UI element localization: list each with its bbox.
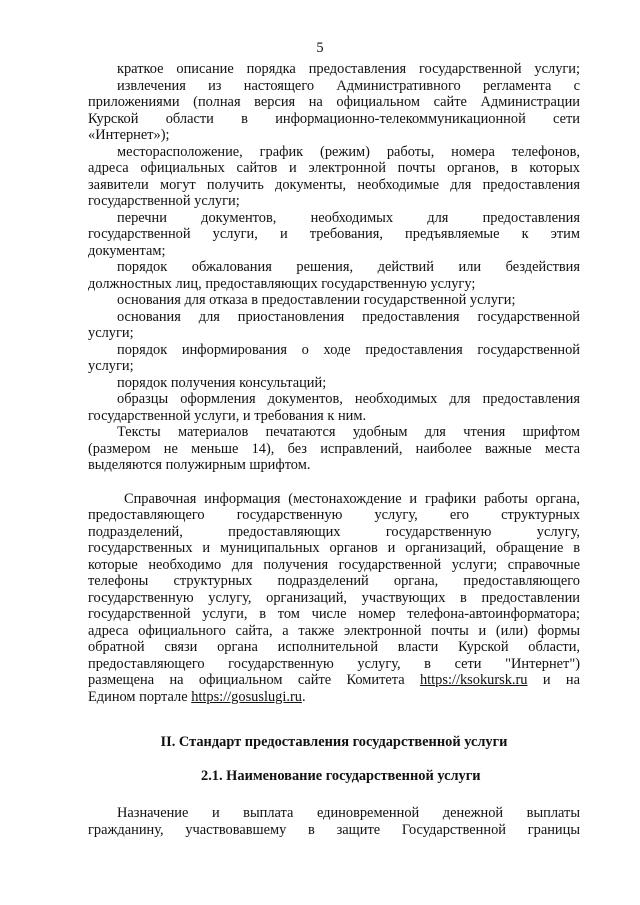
text-line: (размером не меньше 14), без исправлений, наиболее важные места	[88, 440, 580, 457]
text-line: порядок информирования о ходе предоставления государственной	[117, 341, 580, 358]
text-line: государственной услуги, в том числе номер телефона-автоинформатора;	[88, 606, 580, 622]
text-line: должностных лиц, предоставляющих государственную услугу;	[88, 275, 476, 292]
text-line: месторасположение, график (режим) работы, номера телефонов,	[117, 143, 580, 160]
text-line: Справочная информация (местонахождение и графики работы органа,	[124, 490, 580, 507]
text-line: выделяются полужирным шрифтом.	[88, 457, 311, 473]
text-fragment: .	[301, 688, 306, 705]
text-line: Назначение и выплата единовременной денежной выплаты	[117, 805, 580, 821]
text-line: заявители могут получить документы, необходимые для предоставления	[88, 176, 580, 193]
text-line: извлечения из настоящего Административного регламента с	[117, 77, 580, 94]
text-line: краткое описание порядка предоставления государственной услуги;	[117, 61, 580, 77]
ksokursk-link[interactable]: https://ksokursk.ru	[419, 672, 528, 688]
text-line: основания для приостановления предоставления государственной	[117, 308, 580, 325]
text-line	[88, 672, 580, 689]
gosuslugi-link[interactable]: https://gosuslugi.ru	[191, 688, 302, 705]
text-line: предоставляющего государственную услугу, в сети "Интернет")	[88, 655, 580, 672]
text-line: государственных и муниципальных органов и организаций, обращение в	[88, 540, 580, 556]
text-line: государственной услуги, и требования к ним.	[88, 407, 367, 424]
text-fragment: и на	[542, 672, 580, 688]
text-line: Тексты материалов печатаются удобным для чтения шрифтом	[117, 424, 580, 440]
text-line: Курской области в информационно-телекоммуникационной сети	[88, 110, 580, 127]
text-line: предоставляющего государственную услугу, его структурных	[88, 507, 580, 523]
subsection-heading: 2.1. Наименование государственной услуги	[201, 767, 481, 784]
text-line: порядок обжалования решения, действий или бездействия	[117, 259, 580, 275]
text-line: услуги;	[88, 325, 134, 341]
text-line: подразделений, предоставляющих государственную услугу,	[88, 523, 580, 540]
text-line: основания для отказа в предоставлении государственной услуги;	[117, 292, 516, 308]
text-line: обратной связи органа исполнительной власти Курской области,	[88, 639, 580, 655]
text-line: государственной услуги, и требования, предъявляемые к этим	[88, 226, 580, 242]
text-line: телефоны структурных подразделений органа, предоставляющего	[88, 573, 580, 589]
text-line: адреса официальных сайтов и электронной почты органов, в которых	[88, 160, 580, 176]
text-line	[88, 689, 580, 706]
text-line: документам;	[88, 242, 166, 259]
text-line: государственную услугу, организаций, участвующих в предоставлении	[88, 589, 580, 606]
page-number: 5	[316, 40, 324, 56]
text-line: образцы оформления документов, необходимых для предоставления	[117, 391, 580, 407]
text-fragment: Едином портале	[88, 688, 188, 705]
text-line: адреса официального сайта, а также электронной почты и (или) формы	[88, 622, 580, 639]
text-line: порядок получения консультаций;	[117, 374, 327, 391]
text-line: которые необходимо для получения государственной услуги; справочные	[88, 556, 580, 573]
text-line: гражданину, участвовавшему в защите Государственной границы	[88, 821, 580, 838]
text-line: «Интернет»);	[88, 127, 170, 143]
text-line: перечни документов, необходимых для предоставления	[117, 209, 580, 226]
section-heading: II. Стандарт предоставления государственной услуги	[160, 734, 508, 750]
text-line: государственной услуги;	[88, 193, 240, 209]
text-line: услуги;	[88, 358, 134, 374]
text-fragment: размещена на официальном сайте Комитета	[88, 672, 405, 688]
document-body	[88, 61, 580, 838]
text-line: приложениями (полная версия на официальном сайте Администрации	[88, 94, 580, 110]
